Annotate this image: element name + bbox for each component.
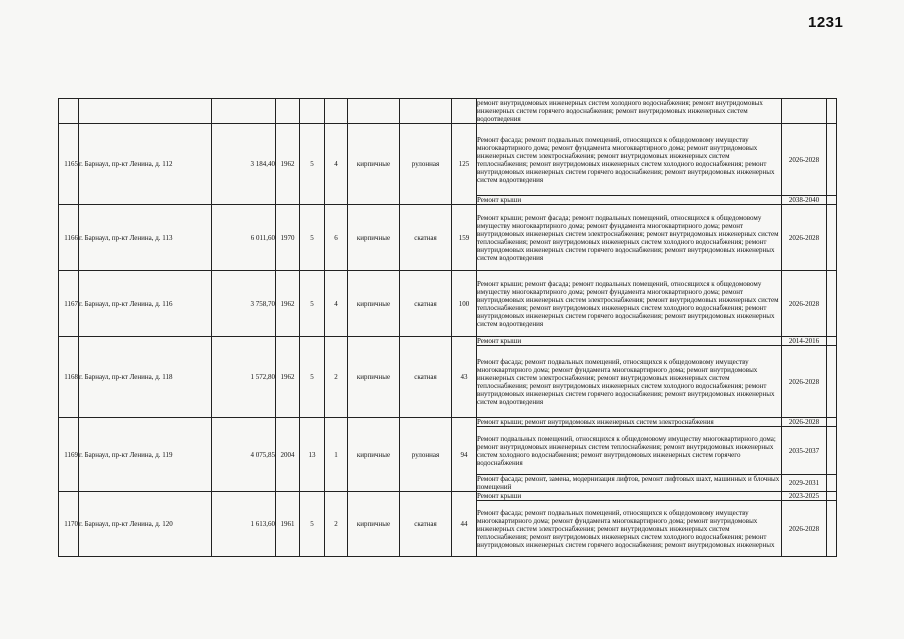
house-area: 1 613,60 [212,492,276,557]
roof-type: скатная [400,271,452,337]
page-number: 1231 [808,14,844,31]
cell-spacer [827,492,837,501]
build-year: 1962 [276,124,300,205]
work-description: Ремонт фасада; ремонт подвальных помещений, относящихся к общедомовому имуществу многоквартирного дома; ремонт фундамента многоквартирного дома; ремонт внутридомовых инженерных систем электроснабжения; ремонт внутридомовых инженерных систем теплоснабжения; ремонт внутридомовых инженерных систем холодного водоснабжения; ремонт внутридомовых инженерных систем горячего водоснабжения; ремонт внутридомовых инженерных [477,501,782,557]
build-year: 1962 [276,337,300,418]
cell-spacer [827,337,837,346]
cell-wall [348,99,400,124]
build-year: 1970 [276,205,300,271]
house-area: 6 011,60 [212,205,276,271]
build-year: 1961 [276,492,300,557]
apartment-count: 125 [452,124,477,205]
cell-num [59,99,79,124]
table-row [59,418,837,427]
build-year: 2004 [276,418,300,492]
work-description: Ремонт крыши; ремонт фасада; ремонт подвальных помещений, относящихся к общедомовому имуществу многоквартирного дома; ремонт фундамента многоквартирного дома; ремонт внутридомовых инженерных систем электроснабжения; ремонт внутридомовых инженерных систем теплоснабжения; ремонт внутридомовых инженерных систем холодного водоснабжения; ремонт внутридомовых инженерных систем горячего водоснабжения; ремонт внутридомовых инженерных систем водоотведения [477,271,782,337]
table-row [59,271,837,337]
work-period: 2035-2037 [782,427,827,475]
work-period: 2026-2028 [782,205,827,271]
floor-count: 13 [300,418,325,492]
row-number: 1168 [59,337,79,418]
work-period: 2026-2028 [782,124,827,196]
entrance-count: 2 [325,337,348,418]
cell-floors [300,99,325,124]
cell-spacer [827,475,837,492]
apartment-count: 94 [452,418,477,492]
table-row [59,337,837,346]
apartment-count: 100 [452,271,477,337]
roof-type: рулонная [400,124,452,205]
roof-type: скатная [400,337,452,418]
house-area: 3 184,40 [212,124,276,205]
house-address: г. Барнаул, пр-кт Ленина, д. 113 [79,205,212,271]
cell-roof [400,99,452,124]
entrance-count: 6 [325,205,348,271]
continuation-row [59,99,837,124]
work-period: 2023-2025 [782,492,827,501]
cell-spacer [827,427,837,475]
cell-qty [452,99,477,124]
apartment-count: 44 [452,492,477,557]
house-address: г. Барнаул, пр-кт Ленина, д. 119 [79,418,212,492]
cell-spacer [827,346,837,418]
table-row [59,492,837,501]
entrance-count: 2 [325,492,348,557]
entrance-count: 1 [325,418,348,492]
house-address: г. Барнаул, пр-кт Ленина, д. 112 [79,124,212,205]
floor-count: 5 [300,492,325,557]
schedule-body [59,99,837,557]
work-description: Ремонт фасада; ремонт подвальных помещений, относящихся к общедомовому имуществу многоквартирного дома; ремонт фундамента многоквартирного дома; ремонт внутридомовых инженерных систем электроснабжения; ремонт внутридомовых инженерных систем теплоснабжения; ремонт внутридомовых инженерных систем холодного водоснабжения; ремонт внутридомовых инженерных систем горячего водоснабжения; ремонт внутридомовых инженерных систем водоотведения [477,346,782,418]
work-description: Ремонт подвальных помещений, относящихся к общедомовому имуществу многоквартирного дома; ремонт внутридомовых инженерных систем теплоснабжения; ремонт внутридомовых инженерных систем холодного водоснабжения; ремонт внутридомовых инженерных систем горячего водоснабжения [477,427,782,475]
work-period: 2014-2016 [782,337,827,346]
work-description: Ремонт фасада; ремонт, замена, модернизация лифтов, ремонт лифтовых шахт, машинных и блочных помещений [477,475,782,492]
work-description: Ремонт крыши; ремонт фасада; ремонт подвальных помещений, относящихся к общедомовому имуществу многоквартирного дома; ремонт фундамента многоквартирного дома; ремонт внутридомовых инженерных систем электроснабжения; ремонт внутридомовых инженерных систем теплоснабжения; ремонт внутридомовых инженерных систем холодного водоснабжения; ремонт внутридомовых инженерных систем горячего водоснабжения; ремонт внутридомовых инженерных систем водоотведения [477,205,782,271]
house-address: г. Барнаул, пр-кт Ленина, д. 116 [79,271,212,337]
house-area: 4 075,85 [212,418,276,492]
floor-count: 5 [300,205,325,271]
work-description: Ремонт фасада; ремонт подвальных помещений, относящихся к общедомовому имуществу многоквартирного дома; ремонт фундамента многоквартирного дома; ремонт внутридомовых инженерных систем электроснабжения; ремонт внутридомовых инженерных систем теплоснабжения; ремонт внутридомовых инженерных систем холодного водоснабжения; ремонт внутридомовых инженерных систем горячего водоснабжения; ремонт внутридомовых инженерных систем водоотведения [477,124,782,196]
house-address: г. Барнаул, пр-кт Ленина, д. 120 [79,492,212,557]
wall-material: кирпичные [348,337,400,418]
cell-area [212,99,276,124]
roof-type: скатная [400,492,452,557]
row-number: 1167 [59,271,79,337]
apartment-count: 43 [452,337,477,418]
work-period: 2026-2028 [782,501,827,557]
apartment-count: 159 [452,205,477,271]
row-number: 1170 [59,492,79,557]
entrance-count: 4 [325,271,348,337]
cell-spacer [827,501,837,557]
cell-spacer [827,124,837,196]
work-period: 2026-2028 [782,418,827,427]
work-period: 2029-2031 [782,475,827,492]
cell-spacer [827,271,837,337]
roof-type: скатная [400,205,452,271]
wall-material: кирпичные [348,205,400,271]
work-period: 2026-2028 [782,271,827,337]
table-row [59,205,837,271]
work-description: Ремонт крыши [477,337,782,346]
work-period: 2038-2040 [782,196,827,205]
floor-count: 5 [300,337,325,418]
wall-material: кирпичные [348,271,400,337]
cell-year [276,99,300,124]
house-area: 1 572,80 [212,337,276,418]
work-description: Ремонт крыши [477,492,782,501]
wall-material: кирпичные [348,418,400,492]
row-number: 1169 [59,418,79,492]
cell-spacer [827,418,837,427]
work-period [782,99,827,124]
house-address: г. Барнаул, пр-кт Ленина, д. 118 [79,337,212,418]
floor-count: 5 [300,271,325,337]
cell-address [79,99,212,124]
wall-material: кирпичные [348,124,400,205]
table-row [59,124,837,196]
cell-spacer [827,205,837,271]
build-year: 1962 [276,271,300,337]
cell-spacer [827,196,837,205]
floor-count: 5 [300,124,325,205]
row-number: 1166 [59,205,79,271]
entrance-count: 4 [325,124,348,205]
work-period: 2026-2028 [782,346,827,418]
cell-spacer [827,99,837,124]
cell-entrances [325,99,348,124]
repair-schedule-table [58,98,837,557]
row-number: 1165 [59,124,79,205]
roof-type: рулонная [400,418,452,492]
work-description: Ремонт крыши; ремонт внутридомовых инженерных систем электроснабжения [477,418,782,427]
work-description: ремонт внутридомовых инженерных систем холодного водоснабжения; ремонт внутридомовых инженерных систем горячего водоснабжения; ремонт внутридомовых инженерных систем водоотведения [477,99,782,124]
work-description: Ремонт крыши [477,196,782,205]
house-area: 3 758,70 [212,271,276,337]
wall-material: кирпичные [348,492,400,557]
